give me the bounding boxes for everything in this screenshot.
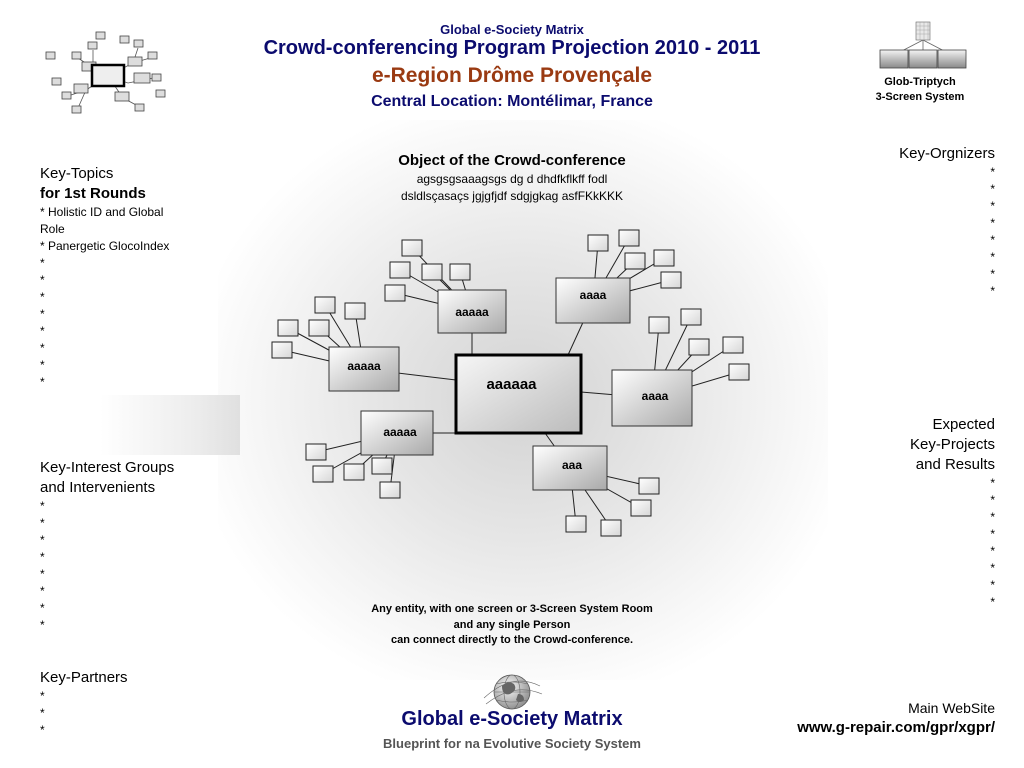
leaf-node: [313, 466, 333, 482]
website-label: Main WebSite: [908, 700, 995, 716]
object-line2: dsldlsçasaçs jgjgfjdf sdgjgkag asfFKkKKK: [400, 189, 624, 203]
hub-label: aaaa: [641, 389, 669, 403]
triptych-label-line1: Glob-Triptych: [884, 76, 956, 88]
leaf-node: [661, 272, 681, 288]
leaf-node: [631, 500, 651, 516]
header-title: Crowd-conferencing Program Projection 2010 - 2011: [263, 37, 761, 59]
triptych-label-line2: 3-Screen System: [875, 91, 965, 103]
hub-label: aaaaa: [383, 425, 417, 439]
leaf-node: [345, 303, 365, 319]
bullet: *: [990, 250, 995, 264]
bullet: *: [40, 273, 45, 287]
leaf-node: [344, 464, 364, 480]
expected-title1: Expected: [932, 416, 995, 433]
bullet: *: [990, 182, 995, 196]
leaf-node: [315, 297, 335, 313]
hub-label: aaaaa: [455, 305, 489, 319]
expected-title2: Key-Projects: [909, 436, 995, 453]
key-topics-item: * Panergetic GlocoIndex: [40, 239, 170, 253]
bullet: *: [990, 510, 995, 524]
leaf-node: [272, 342, 292, 358]
bullet: *: [40, 358, 45, 372]
bullet: *: [990, 493, 995, 507]
connect-line2: and any single Person: [453, 619, 571, 631]
leaf-node: [654, 250, 674, 266]
leaf-node: [385, 285, 405, 301]
bullet: *: [40, 341, 45, 355]
footer-subtitle: Blueprint for na Evolutive Society System: [383, 736, 641, 751]
bullet: *: [40, 290, 45, 304]
key-topics-item: * Holistic ID and Global: [40, 205, 164, 219]
leaf-node: [450, 264, 470, 280]
key-topics-title1: Key-Topics: [40, 165, 114, 182]
bullet: *: [990, 527, 995, 541]
leaf-node: [380, 482, 400, 498]
connect-line3: can connect directly to the Crowd-conference.: [390, 634, 634, 646]
bullet: *: [990, 165, 995, 179]
leaf-node: [306, 444, 326, 460]
bullet: *: [990, 233, 995, 247]
leaf-node: [566, 516, 586, 532]
header-location: Central Location: Montélimar, France: [371, 93, 653, 110]
key-organizers-title: Key-Orgnizers: [899, 145, 995, 162]
bullet: *: [40, 324, 45, 338]
key-partners-title: Key-Partners: [40, 669, 128, 686]
globe-icon: [480, 668, 544, 712]
key-interest-title2: and Intervenients: [40, 479, 156, 496]
bullet: *: [40, 516, 45, 530]
bullet: *: [40, 533, 45, 547]
bullet: *: [40, 307, 45, 321]
leaf-node: [422, 264, 442, 280]
bullet: *: [40, 601, 45, 615]
bullet: *: [990, 284, 995, 298]
bullet: *: [40, 375, 45, 389]
bullet: *: [40, 618, 45, 632]
connect-line1: Any entity, with one screen or 3-Screen System Room: [371, 603, 653, 615]
website-link[interactable]: www.g-repair.com/gpr/xgpr/: [797, 719, 995, 736]
leaf-node: [619, 230, 639, 246]
bullet: *: [990, 216, 995, 230]
leaf-node: [649, 317, 669, 333]
object-title: Object of the Crowd-conference: [398, 152, 626, 169]
leaf-node: [588, 235, 608, 251]
hub-label: aaaa: [579, 288, 607, 302]
leaf-node: [689, 339, 709, 355]
leaf-node: [729, 364, 749, 380]
leaf-node: [723, 337, 743, 353]
bullet: *: [990, 578, 995, 592]
footer-title: Global e-Society Matrix: [401, 708, 623, 730]
key-topics-title2: for 1st Rounds: [40, 185, 146, 202]
bullet: *: [40, 723, 45, 737]
bullet: *: [990, 544, 995, 558]
leaf-node: [639, 478, 659, 494]
center-node: [456, 355, 581, 433]
leaf-node: [390, 262, 410, 278]
object-line1: agsgsgsaaagsgs dg d dhdfkflkff fodl: [416, 172, 608, 186]
header-line1: Global e-Society Matrix: [440, 22, 584, 37]
bullet: *: [990, 199, 995, 213]
hub-label: aaa: [561, 458, 583, 472]
bullet: *: [990, 476, 995, 490]
bullet: *: [40, 706, 45, 720]
bullet: *: [40, 584, 45, 598]
bullet: *: [990, 561, 995, 575]
key-topics-item: Role: [40, 222, 65, 236]
key-interest-title1: Key-Interest Groups: [40, 459, 175, 476]
center-label: aaaaaa: [486, 376, 537, 393]
bullet: *: [40, 689, 45, 703]
bullet: *: [990, 595, 995, 609]
bullet: *: [40, 256, 45, 270]
leaf-node: [278, 320, 298, 336]
bullet: *: [40, 499, 45, 513]
bullet: *: [990, 267, 995, 281]
leaf-node: [309, 320, 329, 336]
header-region: e-Region Drôme Provençale: [371, 64, 653, 87]
leaf-node: [402, 240, 422, 256]
leaf-node: [681, 309, 701, 325]
leaf-node: [601, 520, 621, 536]
hub-label: aaaaa: [347, 359, 381, 373]
bullet: *: [40, 550, 45, 564]
bullet: *: [40, 567, 45, 581]
expected-title3: and Results: [915, 456, 995, 473]
leaf-node: [372, 458, 392, 474]
leaf-node: [625, 253, 645, 269]
